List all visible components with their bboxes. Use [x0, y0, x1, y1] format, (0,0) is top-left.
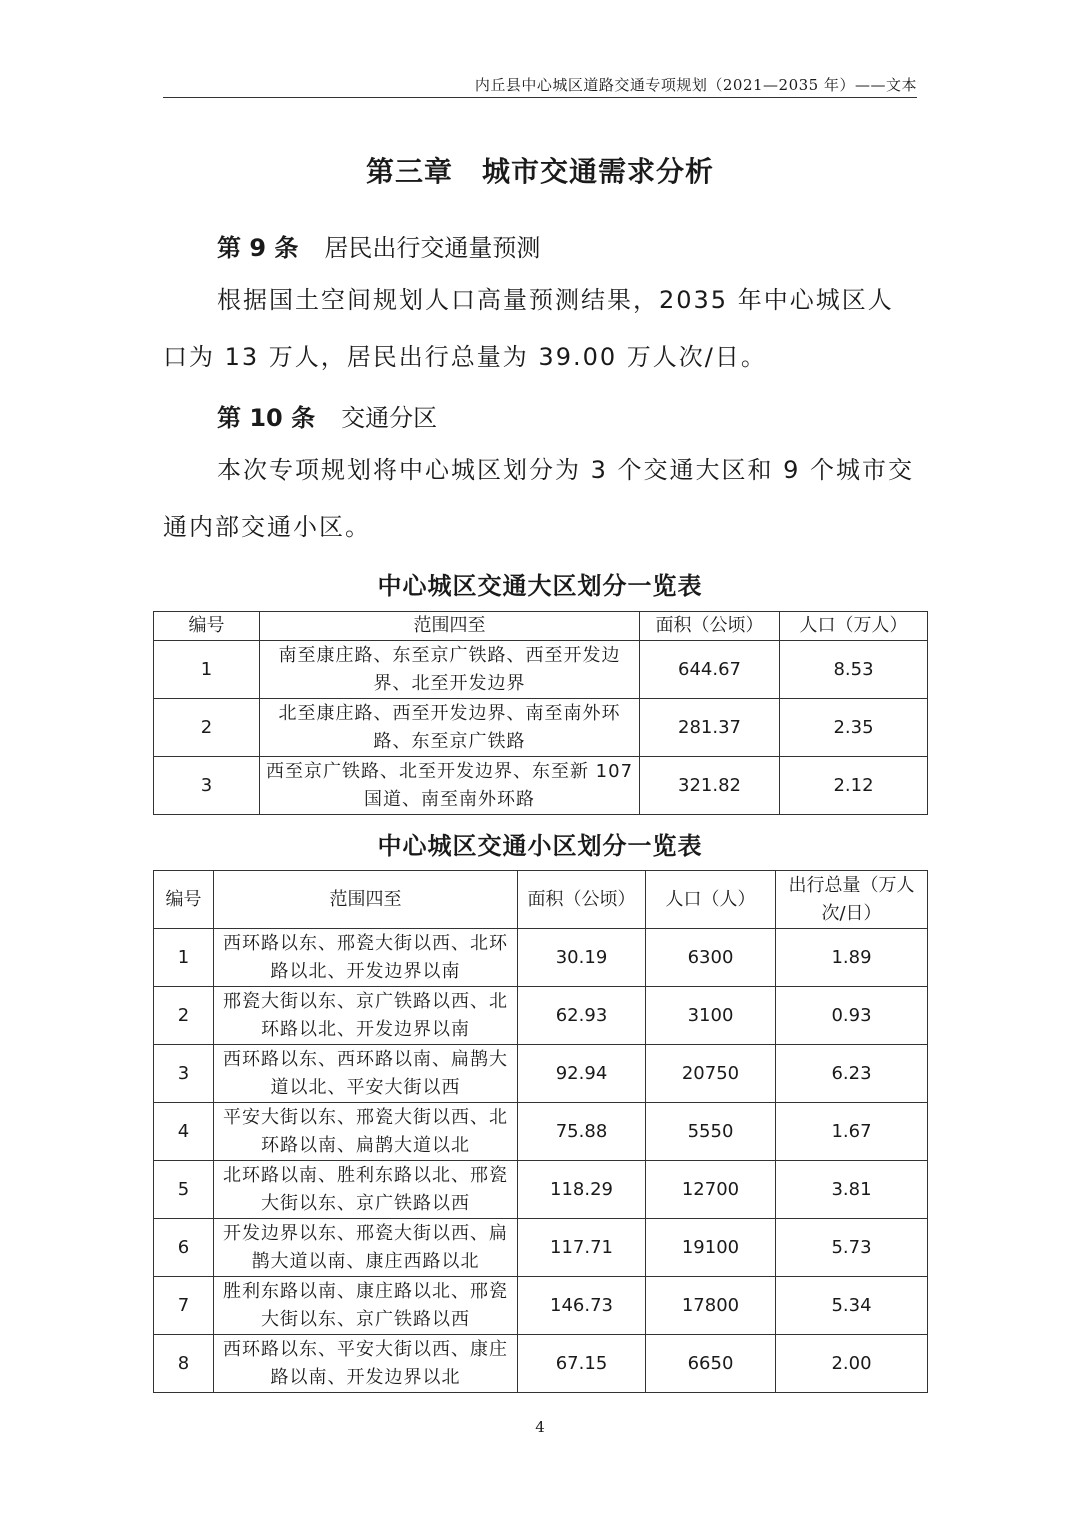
table-cell: 644.67: [640, 641, 780, 699]
table-cell: 19100: [646, 1219, 776, 1277]
table-row: [154, 641, 928, 699]
table-cell: 1: [154, 929, 214, 987]
table-cell: 6300: [646, 929, 776, 987]
table-cell: 2.12: [780, 757, 928, 815]
table-cell: 1.67: [776, 1103, 928, 1161]
table-cell: 62.93: [518, 987, 646, 1045]
table-cell: 邢瓷大街以东、京广铁路以西、北环路以北、开发边界以南: [214, 987, 518, 1045]
article-9-number: 第 9 条: [217, 234, 299, 262]
table-cell: 92.94: [518, 1045, 646, 1103]
table-cell: 4: [154, 1103, 214, 1161]
table-cell: 5.73: [776, 1219, 928, 1277]
table-cell: 8.53: [780, 641, 928, 699]
table-cell: 2: [154, 699, 260, 757]
table1: [153, 611, 928, 815]
table1-header-cell: 编号: [154, 612, 260, 641]
table-cell: 2.00: [776, 1335, 928, 1393]
table-cell: 1: [154, 641, 260, 699]
table-cell: 南至康庄路、东至京广铁路、西至开发边界、北至开发边界: [260, 641, 640, 699]
table1-title: 中心城区交通大区划分一览表: [377, 572, 703, 600]
table-cell: 5.34: [776, 1277, 928, 1335]
table-cell: 0.93: [776, 987, 928, 1045]
table1-header-cell: 范围四至: [260, 612, 640, 641]
table-cell: 118.29: [518, 1161, 646, 1219]
table2-header-cell: 人口（人）: [646, 871, 776, 929]
table-cell: 5: [154, 1161, 214, 1219]
article-9-title: 居民出行交通量预测: [324, 234, 541, 262]
table-cell: 17800: [646, 1277, 776, 1335]
table-cell: 30.19: [518, 929, 646, 987]
table-cell: 6650: [646, 1335, 776, 1393]
article-10-heading: [217, 398, 437, 433]
article-10-title: 交通分区: [341, 404, 438, 432]
page-number: 4: [535, 1418, 545, 1436]
article-9-text: 根据国土空间规划人口高量预测结果，2035 年中心城区人口为 13 万人，居民出行总量为 39.00 万人次/日。: [163, 286, 894, 371]
table-cell: 2.35: [780, 699, 928, 757]
article-9-paragraph: [163, 272, 917, 386]
table-cell: 2: [154, 987, 214, 1045]
table-cell: 8: [154, 1335, 214, 1393]
table-cell: 7: [154, 1277, 214, 1335]
table2-header-cell: 范围四至: [214, 871, 518, 929]
table-row: [154, 1219, 928, 1277]
table-cell: 胜利东路以南、康庄路以北、邢瓷大街以东、京广铁路以西: [214, 1277, 518, 1335]
table-cell: 321.82: [640, 757, 780, 815]
table-cell: 1.89: [776, 929, 928, 987]
table-cell: 117.71: [518, 1219, 646, 1277]
table-cell: 3: [154, 1045, 214, 1103]
table2-title: 中心城区交通小区划分一览表: [377, 832, 703, 860]
article-10-paragraph: [163, 442, 917, 556]
article-10-text: 本次专项规划将中心城区划分为 3 个交通大区和 9 个城市交通内部交通小区。: [163, 456, 915, 541]
table-cell: 北至康庄路、西至开发边界、南至南外环路、东至京广铁路: [260, 699, 640, 757]
table-cell: 67.15: [518, 1335, 646, 1393]
table-cell: 3.81: [776, 1161, 928, 1219]
table2: [153, 870, 928, 1393]
table1-header-cell: 人口（万人）: [780, 612, 928, 641]
table1-header-row: [154, 612, 928, 641]
table-cell: 146.73: [518, 1277, 646, 1335]
table2-header-cell: 面积（公顷）: [518, 871, 646, 929]
table2-header-row: [154, 871, 928, 929]
table-row: [154, 1161, 928, 1219]
table-row: [154, 929, 928, 987]
table2-header-cell: 出行总量（万人次/日）: [776, 871, 928, 929]
table-row: [154, 1045, 928, 1103]
table-cell: 6: [154, 1219, 214, 1277]
table1-header-cell: 面积（公顷）: [640, 612, 780, 641]
header-rule: [163, 97, 917, 98]
table-row: [154, 1335, 928, 1393]
table-cell: 5550: [646, 1103, 776, 1161]
table-cell: 20750: [646, 1045, 776, 1103]
table-cell: 西环路以东、平安大街以西、康庄路以南、开发边界以北: [214, 1335, 518, 1393]
table-cell: 开发边界以东、邢瓷大街以西、扁鹊大道以南、康庄西路以北: [214, 1219, 518, 1277]
table-cell: 西至京广铁路、北至开发边界、东至新 107 国道、南至南外环路: [260, 757, 640, 815]
table-cell: 12700: [646, 1161, 776, 1219]
table-cell: 平安大街以东、邢瓷大街以西、北环路以南、扁鹊大道以北: [214, 1103, 518, 1161]
table-cell: 75.88: [518, 1103, 646, 1161]
table-row: [154, 699, 928, 757]
table-cell: 西环路以东、邢瓷大街以西、北环路以北、开发边界以南: [214, 929, 518, 987]
running-header: 内丘县中心城区道路交通专项规划（2021—2035 年）——文本: [474, 76, 917, 94]
article-9-heading: [217, 228, 540, 263]
table2-header-cell: 编号: [154, 871, 214, 929]
table-cell: 西环路以东、西环路以南、扁鹊大道以北、平安大街以西: [214, 1045, 518, 1103]
article-10-number: 第 10 条: [217, 404, 316, 432]
table-row: [154, 987, 928, 1045]
table-row: [154, 1103, 928, 1161]
chapter-title: 第三章 城市交通需求分析: [365, 155, 714, 188]
table-cell: 3100: [646, 987, 776, 1045]
table-row: [154, 757, 928, 815]
table-cell: 3: [154, 757, 260, 815]
table-cell: 北环路以南、胜利东路以北、邢瓷大街以东、京广铁路以西: [214, 1161, 518, 1219]
table-row: [154, 1277, 928, 1335]
table-cell: 6.23: [776, 1045, 928, 1103]
table-cell: 281.37: [640, 699, 780, 757]
